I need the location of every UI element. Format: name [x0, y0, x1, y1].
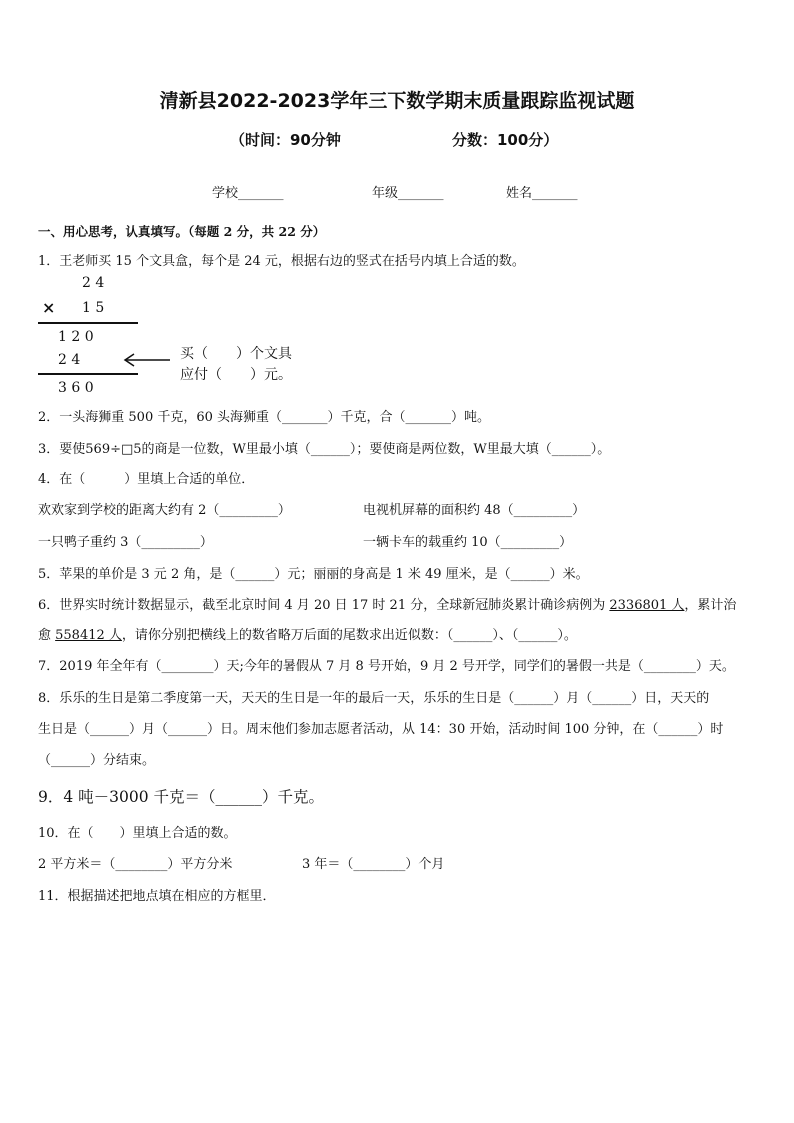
question-2: 2．一头海狮重 500 千克，60 头海狮重（_______）千克，合（_______）吨。: [38, 410, 491, 425]
calc-row-4: 2 4: [58, 352, 81, 368]
exam-score: 分数：100分）: [452, 131, 559, 149]
calc-row-2: 1 5: [82, 300, 105, 316]
question-5: 5．苹果的单价是 3 元 2 角，是（______）元；丽丽的身高是 1 米 49 厘米，是（______）米。: [38, 567, 589, 582]
calc-line-2: [38, 373, 138, 375]
question-6-line-2: [38, 624, 577, 643]
grade-field: 年级_______: [372, 186, 444, 201]
question-8-line-3: （______）分结束。: [38, 753, 156, 768]
school-field: 学校_______: [212, 186, 284, 201]
calc-note-1: 买（ ）个文具: [180, 346, 292, 362]
question-6-line-1: [38, 594, 736, 613]
exam-time: （时间：90分钟: [230, 131, 341, 149]
calc-line-1: [38, 322, 138, 324]
question-4: 4．在（ ）里填上合适的单位．: [38, 472, 255, 487]
question-1: 1．王老师买 15 个文具盒，每个是 24 元，根据右边的竖式在括号内填上合适的数。: [38, 254, 525, 269]
question-10-a: 2 平方米＝（________）平方分米: [38, 857, 233, 872]
times-sign: ×: [42, 298, 56, 317]
question-10: 10．在（ ）里填上合适的数。: [38, 826, 237, 841]
name-field: 姓名_______: [506, 186, 578, 201]
question-9: 9．4 吨－3000 千克＝（______）千克。: [38, 788, 325, 806]
calc-note-2: 应付（ ）元。: [180, 367, 292, 383]
section-heading: 一、用心思考，认真填写。（每题 2 分，共 22 分）: [38, 224, 326, 239]
q6-text-a: 6．世界实时统计数据显示，截至北京时间 4 月 20 日 17 时 21 分，全球新冠肺炎累计确诊病例为: [38, 598, 610, 613]
question-4-c: 一只鸭子重约 3（_________）: [38, 535, 213, 550]
question-8-line-2: 生日是（______）月（______）日。周末他们参加志愿者活动，从 14：30 开始，活动时间 100 分钟，在（______）时: [38, 722, 724, 737]
question-4-b: 电视机屏幕的面积约 48（_________）: [363, 503, 586, 518]
q6-text-b: ，累计治: [684, 598, 737, 613]
calc-row-3: 1 2 0: [58, 329, 94, 345]
question-3: 3．要使569÷□5的商是一位数，W里最小填（______）；要使商是两位数，W里最大填（______）。: [38, 442, 611, 457]
question-8-line-1: 8．乐乐的生日是第二季度第一天，天天的生日是一年的最后一天，乐乐的生日是（______）月（______）日，天天的: [38, 691, 710, 706]
page-title: 清新县2022-2023学年三下数学期末质量跟踪监视试题: [159, 90, 635, 112]
q6-text-d: ，请你分别把横线上的数省略万后面的尾数求出近似数：（______）、（______）。: [121, 628, 577, 643]
q6-text-c: 愈: [38, 628, 56, 643]
arrow-left-icon: [122, 352, 172, 368]
question-4-a: 欢欢家到学校的距离大约有 2（_________）: [38, 503, 291, 518]
question-10-b: 3 年＝（________）个月: [302, 857, 445, 872]
question-11: 11．根据描述把地点填在相应的方框里．: [38, 889, 276, 904]
calc-row-5: 3 6 0: [58, 380, 94, 396]
q6-confirmed-cases: 2336801 人: [609, 598, 685, 613]
question-7: 7．2019 年全年有（________）天;今年的暑假从 7 月 8 号开始，9 月 2 号开学，同学们的暑假一共是（________）天。: [38, 659, 735, 674]
calc-row-1: 2 4: [82, 275, 105, 291]
q6-recovered-cases: 558412 人: [55, 628, 122, 643]
question-4-d: 一辆卡车的载重约 10（_________）: [363, 535, 573, 550]
